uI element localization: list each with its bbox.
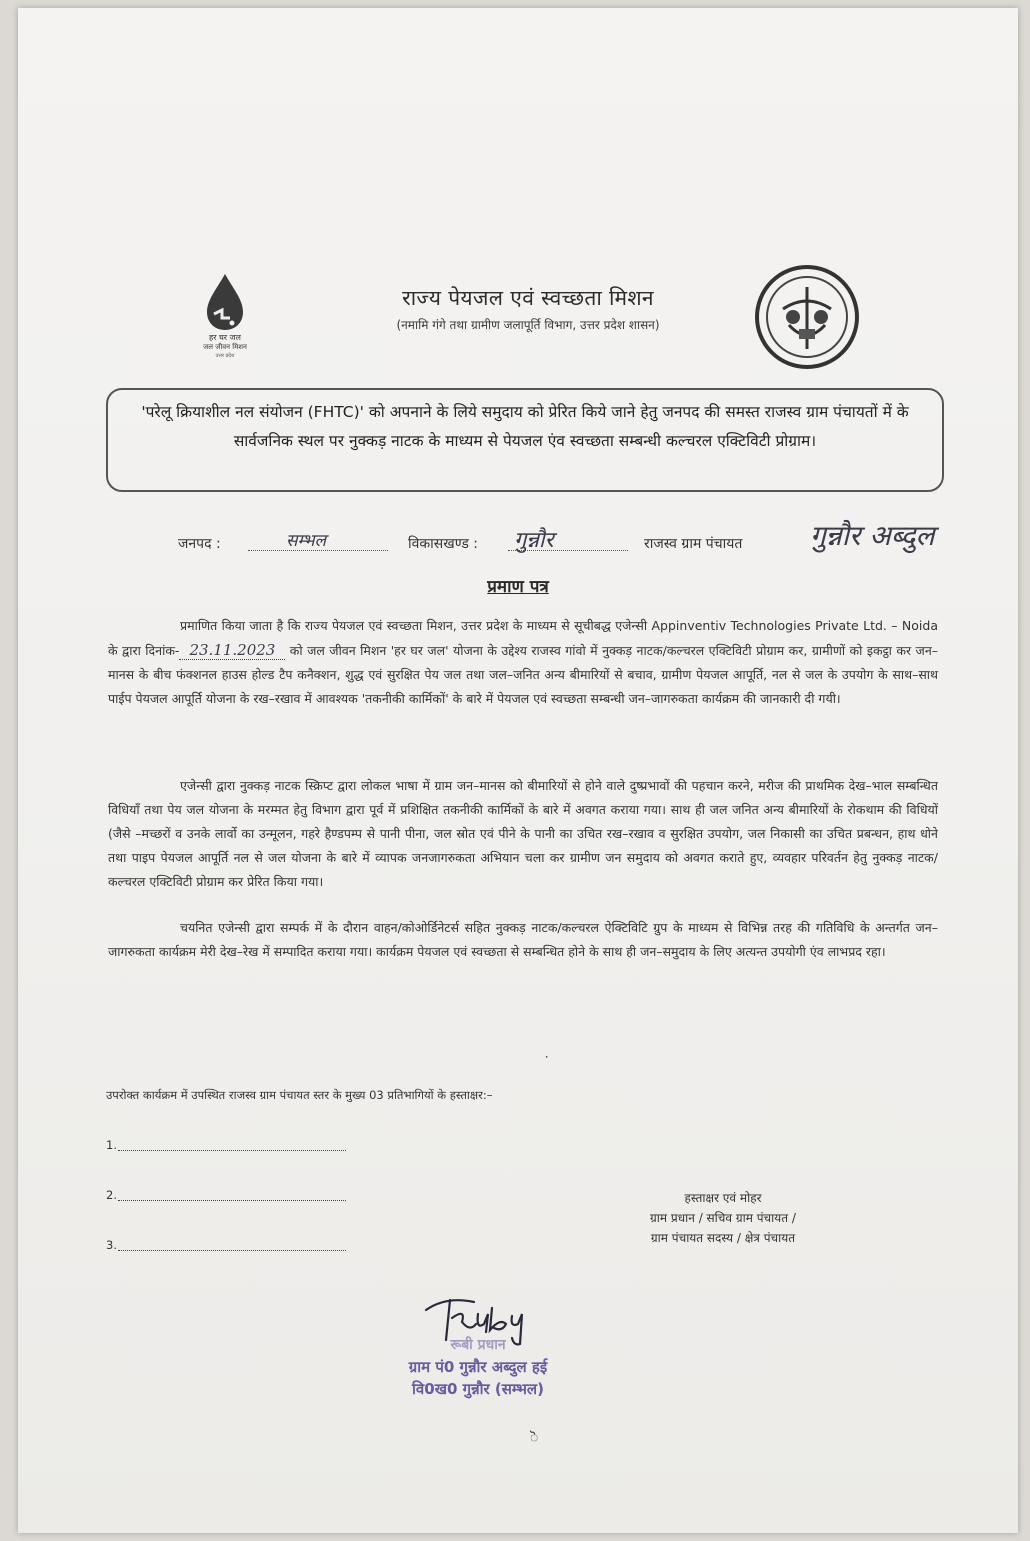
attendee-number: 2.	[106, 1188, 117, 1202]
attendee-number: 3.	[106, 1238, 117, 1252]
signatory-block	[608, 1188, 838, 1248]
state-seal-icon	[753, 263, 861, 371]
attendee-signature-line-1	[106, 1138, 346, 1154]
signatory-line-1: हस्ताक्षर एवं मोहर	[684, 1191, 762, 1205]
water-drop-icon	[170, 270, 280, 358]
panchayat-value: गुन्नौर अब्दुल	[810, 519, 935, 552]
para1-body: को जल जीवन मिशन 'हर घर जल' योजना के उद्देश्य राजस्व गांवो में नुक्कड़ नाटक/कल्चरल एक्टिविटी प्रोग्राम कर, ग्रामीणों को इकट्ठा कर जन–मानस के बीच फंक्शनल हाउस होल्ड टैप कनैक्शन, शुद्ध एवं सुरक्षित पेय जल तथा जल–जनित अन्य बीमारियों से बचाव, ग्रामीण पेयजल आपूर्ति, नल से जल के उपयोग के साथ–साथ पाईप पेयजल आपूर्ति योजना के रख–रखाव में आवश्यक 'तकनीकी कार्मिकों' के बारे में पेयजल एवं स्वच्छता सम्बन्धी जन–जागरुकता कार्यक्रम की जानकारी दी गयी।	[108, 643, 939, 706]
official-stamp	[358, 1334, 598, 1400]
page-title: राज्य पेयजल एवं स्वच्छता मिशन	[402, 286, 654, 310]
svg-text:जल जीवन मिशन: जल जीवन मिशन	[203, 343, 247, 351]
para1-intro: प्रमाणित किया जाता है कि राज्य पेयजल एवं स्वच्छता मिशन, उत्तर प्रदेश के माध्यम से सूचीबद्ध एजेन्सी Appinventiv Technologies Private Ltd. – Noida के द्वारा दिनांक-	[108, 618, 938, 658]
ink-mark: ⸱	[545, 1050, 549, 1064]
certificate-paragraph-2: एजेन्सी द्वारा नुक्कड़ नाटक स्क्रिप्ट द्वारा लोकल भाषा में ग्राम जन–मानस को बीमारियों से होने वाले दुष्प्रभावों की पहचान करने, मरीज की प्राथमिक देख–भाल सम्बन्धित विधियाँ तथा पेय जल योजना के मरम्मत हेतु विभाग द्वारा पूर्व में प्रशिक्षित तकनीकी कार्मिकों के बारे में अवगत कराया गया। साथ ही जल जनित अन्य बीमारियों के रोकथाम की विधियों (जैसे –मच्छरों व उनके लार्वो का उन्मूलन, गहरे हैण्डपम्प से पानी पीना, जल स्रोत एवं पीने के पानी का उचित रख–रखाव व सुरक्षित उपयोग, जल निकासी का उचित प्रबन्धन, हाथ धोने तथा पाइप पेयजल आपूर्ति नल से जल योजना के बारे में व्यापक जनजागरुकता अभियान चला कर ग्रामीण जन समुदाय को अवगत कराते हुए, व्यवहार परिवर्तन हेतु नुक्कड़ नाटक/कल्चरल एक्टिविटी प्रोग्राम कर प्रेरित किया गया।	[108, 778, 938, 889]
svg-text:हर घर जल: हर घर जल	[209, 333, 241, 342]
panchayat-label: राजस्व ग्राम पंचायत	[644, 536, 743, 552]
block-label: विकासखण्ड :	[408, 536, 479, 552]
svg-text:उत्तर प्रदेश: उत्तर प्रदेश	[215, 353, 235, 358]
stamp-name: रूबी प्रधान	[450, 1337, 506, 1353]
stamp-line-3: वि0ख0 गुन्नौर (सम्भल)	[412, 1380, 544, 1398]
location-fields	[178, 519, 1018, 562]
certificate-sheet	[18, 8, 1018, 1533]
certificate-paragraph-3: चयनित एजेन्सी द्वारा सम्पर्क में के दौरान वाहन/कोओर्डिनेटर्स सहित नुक्कड़ नाटक/कल्चरल ऐक्टिविटि ग्रुप के माध्यम से विभिन्न तरह की गतिविधि के अन्तर्गत जन–जागरुकता कार्यक्रम मेरी देख–रेख में सम्पादित कराया गया। कार्यक्रम पेयजल एवं स्वच्छता से सम्बन्धित होने के साथ ही जन–समुदाय के लिए अत्यन्त उपयोगी एंव लाभप्रद रहा।	[108, 920, 938, 959]
event-date: 23.11.2023	[179, 641, 285, 660]
program-description-box: 'परेलू क्रियाशील नल संयोजन (FHTC)' को अपनाने के लिये समुदाय को प्रेरित किये जाने हेतु जनपद की समस्त राजस्व ग्राम पंचायतों में के सार्वजनिक स्थल पर नुक्कड़ नाटक के माध्यम से पेयजल एंव स्वच्छता सम्बन्धी कल्चरल एक्टिविटी प्रोग्राम।	[106, 388, 944, 492]
block-value: गुन्नौर	[514, 528, 554, 553]
har-ghar-jal-logo	[170, 270, 280, 358]
attendee-signature-line-2	[106, 1188, 346, 1204]
attendee-signature-line-3	[106, 1238, 346, 1254]
ink-mark: ॆ	[530, 1430, 539, 1446]
signatory-line-2: ग्राम प्रधान / सचिव ग्राम पंचायत /	[650, 1211, 796, 1225]
signatory-line-3: ग्राम पंचायत सदस्य / क्षेत्र पंचायत	[650, 1231, 796, 1245]
page-subtitle: (नमामि गंगे तथा ग्रामीण जलापूर्ति विभाग, उत्तर प्रदेश शासन)	[396, 318, 660, 332]
attendees-caption: उपरोक्त कार्यक्रम में उपस्थित राजस्व ग्राम पंचायत स्तर के मुख्य 03 प्रतिभागियों के हस्ताक्षर:–	[106, 1088, 493, 1102]
certificate-paragraph-1	[108, 614, 938, 711]
stamp-line-2: ग्राम पं0 गुन्नौर अब्दुल हई	[408, 1358, 548, 1376]
certificate-heading: प्रमाण पत्र	[487, 577, 549, 597]
district-value: सम्भल	[286, 531, 327, 551]
district-label: जनपद :	[178, 536, 221, 552]
attendee-number: 1.	[106, 1138, 117, 1152]
